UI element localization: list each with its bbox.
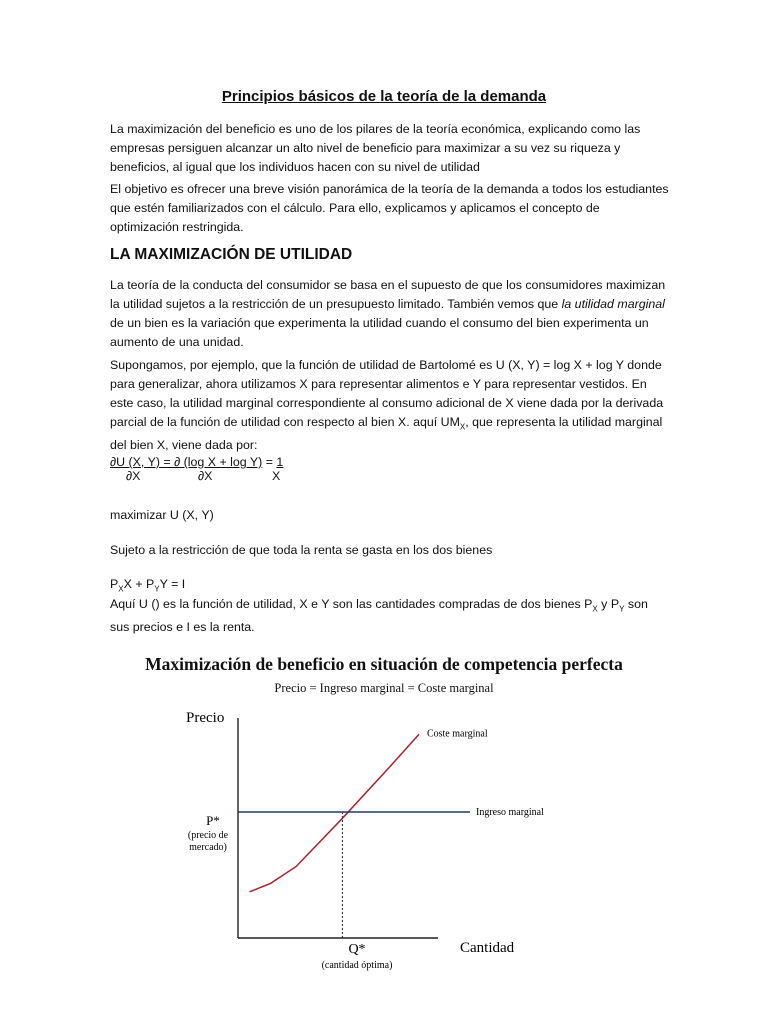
paragraph-5	[110, 595, 670, 637]
x-tick-label: Q*	[348, 942, 366, 957]
budget-p1: P	[110, 577, 119, 591]
chart-subtitle: Precio = Ingreso marginal = Coste marginal	[274, 681, 494, 695]
paragraph-5-sub-2: Y	[619, 604, 625, 614]
paragraph-2: El objetivo es ofrecer una breve visión panorámica de la teoría de la demanda a todos los estudiantes que estén familiarizados con el cálculo. Para ello, explicamos y aplicamos el concepto de optimización restringida.	[110, 182, 669, 234]
formula-equals: =	[262, 455, 277, 469]
paragraph-4-text-b: , que representa la utilidad marginal del bien X, viene dada por:	[110, 415, 663, 453]
series-label-coste-marginal: Coste marginal	[426, 728, 488, 740]
paragraph-4	[110, 356, 670, 455]
formula-denominator-1: ∂X	[126, 469, 141, 483]
paragraph-5-sub-1: X	[592, 604, 598, 614]
y-axis-label: Precio	[186, 710, 225, 726]
paragraph-4-text-a: Supongamos, por ejemplo, que la función de utilidad de Bartolomé es U (X, Y) = log X + log Y donde para generalizar, ahora utilizamos X para representar alimentos e Y para representar vestidos. En este caso, la utilidad marginal correspondiente al consumo adicional de X viene dada por la derivada parcial de la función de utilidad con respecto al bien X. aquí UM	[110, 358, 664, 429]
y-tick-note-1: (precio de	[187, 830, 229, 841]
y-tick-note-2: mercado)	[189, 842, 227, 853]
formula-numerator-left: ∂U (X, Y)	[110, 455, 160, 469]
derivative-formula	[110, 455, 283, 487]
page-title: Principios básicos de la teoría de la demanda	[221, 88, 547, 105]
constraint-statement: Sujeto a la restricción de que toda la renta se gasta en los dos bienes	[110, 543, 493, 557]
maximize-statement: maximizar U (X, Y)	[110, 508, 214, 522]
paragraph-3-text-a: La teoría de la conducta del consumidor se basa en el supuesto de que los consumidores maximizan la utilidad sujetos a la restricción de un presupuesto limitado. También vemos que	[110, 278, 666, 311]
paragraph-4-subscript: X	[459, 422, 466, 432]
y-tick-label: P*	[206, 813, 220, 828]
chart-title: Maximización de beneficio en situación de competencia perfecta	[145, 654, 623, 674]
paragraph-3-text-b: de un bien es la variación que experimenta la utilidad cuando el consumo del bien experimenta un aumento de una unidad.	[110, 316, 649, 349]
x-axis-label: Cantidad	[460, 940, 515, 956]
section-heading: LA MAXIMIZACIÓN DE UTILIDAD	[110, 246, 353, 263]
formula-numerator-mid: = ∂ (log X + log Y)	[159, 455, 263, 469]
coste-marginal-line	[250, 734, 419, 892]
paragraph-3-emphasis: la utilidad marginal	[561, 297, 665, 311]
paragraph-5-text-mid: y P	[597, 597, 620, 611]
x-tick-note: (cantidad óptima)	[321, 960, 393, 971]
formula-denominator-3: X	[272, 469, 281, 483]
formula-denominator-2: ∂X	[198, 469, 213, 483]
budget-sub-2: Y	[154, 584, 160, 594]
budget-sub-1: X	[118, 584, 124, 594]
paragraph-5-text-a: Aquí U () es la función de utilidad, X e Y son las cantidades compradas de dos bienes P	[110, 597, 593, 611]
series-label-ingreso-marginal: Ingreso marginal	[476, 807, 544, 818]
paragraph-5-text-b: son sus precios e I es la renta.	[110, 597, 648, 635]
budget-end: Y = I	[159, 577, 186, 591]
formula-numerator-right: 1	[276, 455, 284, 469]
competition-chart	[0, 700, 768, 1020]
paragraph-1: La maximización del beneficio es uno de los pilares de la teoría económica, explicando como las empresas persiguen alcanzar un alto nivel de beneficio para maximizar a su vez su riqueza y beneficios, al igual que los individuos hacen con su nivel de utilidad	[110, 122, 641, 174]
budget-equation	[110, 577, 185, 593]
budget-mid: X + P	[123, 577, 155, 591]
paragraph-3	[110, 276, 670, 352]
